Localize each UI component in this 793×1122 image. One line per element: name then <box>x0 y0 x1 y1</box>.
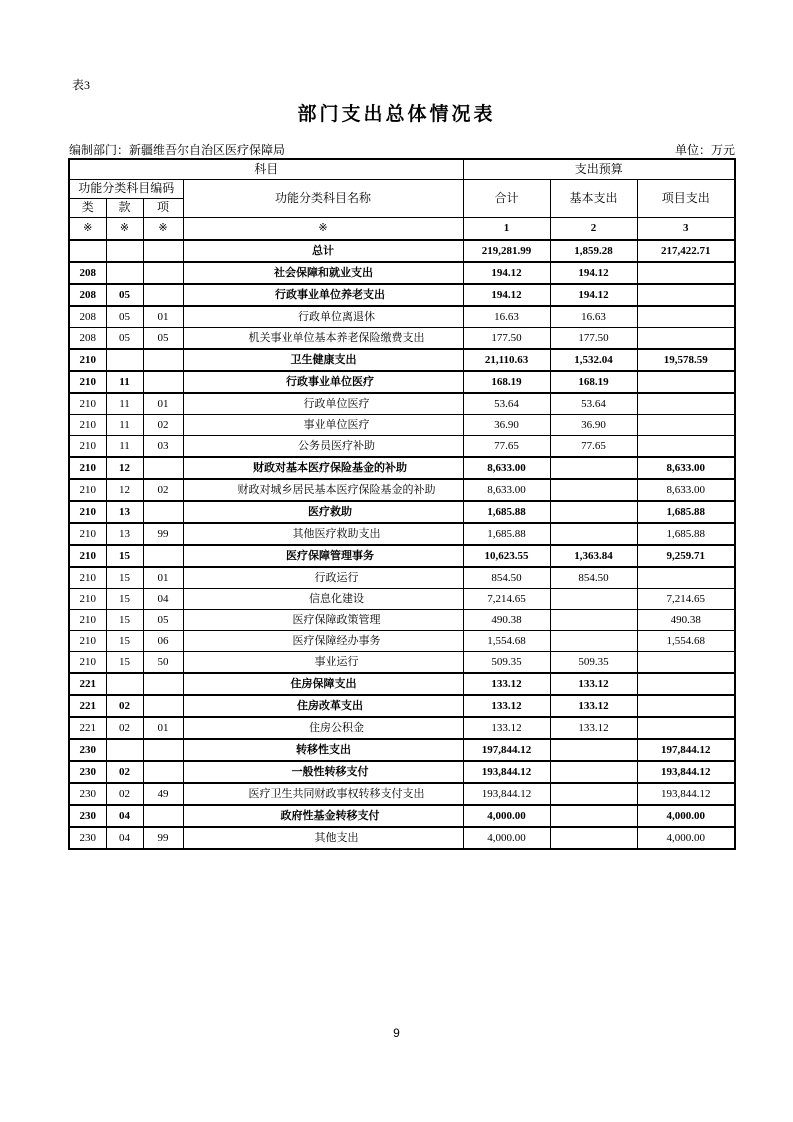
cell-project <box>637 328 735 350</box>
cell-item-code: 05 <box>143 610 183 631</box>
cell-class-code: 230 <box>69 761 106 783</box>
cell-class-code: 221 <box>69 695 106 717</box>
cell-basic <box>550 523 637 545</box>
cell-total: 194.12 <box>463 284 550 306</box>
cell-project <box>637 673 735 695</box>
cell-basic: 133.12 <box>550 673 637 695</box>
cell-total: 77.65 <box>463 436 550 458</box>
cell-total: 193,844.12 <box>463 783 550 805</box>
table-row <box>69 393 735 415</box>
cell-total: 4,000.00 <box>463 805 550 827</box>
cell-basic: 133.12 <box>550 695 637 717</box>
cell-total: 21,110.63 <box>463 349 550 371</box>
cell-item-code: 03 <box>143 436 183 458</box>
table-row <box>69 349 735 371</box>
cell-item-code: 04 <box>143 589 183 610</box>
header-row-marks <box>69 218 735 241</box>
cell-section-code <box>106 739 143 761</box>
table-row <box>69 262 735 284</box>
table-row <box>69 479 735 501</box>
table-row <box>69 589 735 610</box>
table-header <box>69 159 735 240</box>
mark-cell: ※ <box>183 218 463 241</box>
cell-subject-name: 公务员医疗补助 <box>183 436 463 458</box>
table-row <box>69 284 735 306</box>
cell-project: 193,844.12 <box>637 783 735 805</box>
cell-project <box>637 567 735 589</box>
cell-section-code: 05 <box>106 284 143 306</box>
cell-basic <box>550 501 637 523</box>
cell-subject-name: 总计 <box>183 240 463 262</box>
cell-subject-name: 医疗卫生共同财政事权转移支付支出 <box>183 783 463 805</box>
cell-subject-name: 机关事业单位基本养老保险缴费支出 <box>183 328 463 350</box>
table-row <box>69 457 735 479</box>
unit-label: 单位：万元 <box>674 143 735 157</box>
cell-item-code: 01 <box>143 306 183 328</box>
cell-item-code <box>143 805 183 827</box>
cell-project: 193,844.12 <box>637 761 735 783</box>
header-project: 项目支出 <box>637 180 735 218</box>
table-label: 表3 <box>72 78 91 92</box>
expenditure-table <box>68 158 736 850</box>
cell-class-code: 208 <box>69 284 106 306</box>
cell-item-code: 05 <box>143 328 183 350</box>
cell-section-code: 02 <box>106 761 143 783</box>
cell-item-code <box>143 349 183 371</box>
header-row-code-group <box>69 180 735 199</box>
table-row <box>69 306 735 328</box>
cell-class-code: 230 <box>69 739 106 761</box>
cell-basic: 854.50 <box>550 567 637 589</box>
table-row <box>69 545 735 567</box>
cell-subject-name: 医疗保障管理事务 <box>183 545 463 567</box>
cell-section-code: 02 <box>106 783 143 805</box>
cell-class-code: 210 <box>69 415 106 436</box>
cell-basic <box>550 827 637 849</box>
cell-total: 36.90 <box>463 415 550 436</box>
cell-class-code: 210 <box>69 349 106 371</box>
cell-class-code: 210 <box>69 436 106 458</box>
cell-total: 133.12 <box>463 695 550 717</box>
cell-subject-name: 住房改革支出 <box>183 695 463 717</box>
cell-item-code <box>143 545 183 567</box>
cell-section-code: 12 <box>106 457 143 479</box>
column-number-cell: 3 <box>637 218 735 241</box>
cell-project: 8,633.00 <box>637 479 735 501</box>
cell-total: 133.12 <box>463 673 550 695</box>
cell-item-code <box>143 695 183 717</box>
cell-subject-name: 政府性基金转移支付 <box>183 805 463 827</box>
cell-total: 219,281.99 <box>463 240 550 262</box>
cell-project: 19,578.59 <box>637 349 735 371</box>
header-subject-name: 功能分类科目名称 <box>183 180 463 218</box>
cell-project: 1,554.68 <box>637 631 735 652</box>
cell-total: 10,623.55 <box>463 545 550 567</box>
header-basic: 基本支出 <box>550 180 637 218</box>
cell-basic <box>550 783 637 805</box>
cell-total: 193,844.12 <box>463 761 550 783</box>
cell-section-code: 15 <box>106 567 143 589</box>
cell-project <box>637 284 735 306</box>
cell-subject-name: 医疗保障经办事务 <box>183 631 463 652</box>
cell-total: 1,554.68 <box>463 631 550 652</box>
table-row <box>69 610 735 631</box>
cell-basic <box>550 761 637 783</box>
cell-total: 4,000.00 <box>463 827 550 849</box>
cell-total: 854.50 <box>463 567 550 589</box>
table-row <box>69 436 735 458</box>
cell-basic <box>550 805 637 827</box>
prepared-by-label: 编制部门：新疆维吾尔自治区医疗保障局 <box>69 143 286 157</box>
header-total: 合计 <box>463 180 550 218</box>
table-row <box>69 739 735 761</box>
table-row <box>69 805 735 827</box>
header-code-class: 类 <box>69 199 106 218</box>
cell-subject-name: 行政单位医疗 <box>183 393 463 415</box>
cell-basic <box>550 631 637 652</box>
table-row <box>69 523 735 545</box>
cell-subject-name: 行政运行 <box>183 567 463 589</box>
cell-section-code: 04 <box>106 827 143 849</box>
cell-section-code <box>106 262 143 284</box>
table-row <box>69 631 735 652</box>
cell-item-code <box>143 284 183 306</box>
cell-item-code: 01 <box>143 393 183 415</box>
cell-total: 509.35 <box>463 652 550 674</box>
table-row <box>69 371 735 393</box>
cell-section-code: 13 <box>106 523 143 545</box>
cell-item-code: 02 <box>143 479 183 501</box>
cell-project <box>637 371 735 393</box>
header-budget-group: 支出预算 <box>463 159 735 180</box>
cell-basic: 36.90 <box>550 415 637 436</box>
cell-total: 168.19 <box>463 371 550 393</box>
cell-class-code <box>69 240 106 262</box>
cell-class-code: 230 <box>69 827 106 849</box>
cell-item-code <box>143 457 183 479</box>
cell-total: 1,685.88 <box>463 501 550 523</box>
cell-item-code <box>143 262 183 284</box>
cell-subject-name: 其他医疗救助支出 <box>183 523 463 545</box>
mark-cell: ※ <box>69 218 106 241</box>
cell-item-code: 02 <box>143 415 183 436</box>
header-code-item: 项 <box>143 199 183 218</box>
table-row <box>69 567 735 589</box>
cell-basic: 16.63 <box>550 306 637 328</box>
cell-section-code <box>106 673 143 695</box>
cell-section-code <box>106 349 143 371</box>
cell-class-code: 208 <box>69 306 106 328</box>
cell-item-code <box>143 673 183 695</box>
cell-basic <box>550 457 637 479</box>
cell-class-code: 208 <box>69 262 106 284</box>
cell-project: 490.38 <box>637 610 735 631</box>
cell-subject-name: 信息化建设 <box>183 589 463 610</box>
cell-total: 16.63 <box>463 306 550 328</box>
cell-section-code: 11 <box>106 415 143 436</box>
cell-item-code: 99 <box>143 523 183 545</box>
cell-section-code: 15 <box>106 589 143 610</box>
cell-total: 194.12 <box>463 262 550 284</box>
cell-item-code: 99 <box>143 827 183 849</box>
table-row <box>69 501 735 523</box>
cell-subject-name: 转移性支出 <box>183 739 463 761</box>
cell-total: 7,214.65 <box>463 589 550 610</box>
cell-class-code: 208 <box>69 328 106 350</box>
cell-subject-name: 财政对城乡居民基本医疗保险基金的补助 <box>183 479 463 501</box>
cell-section-code: 02 <box>106 717 143 739</box>
column-number-cell: 2 <box>550 218 637 241</box>
cell-basic: 509.35 <box>550 652 637 674</box>
cell-subject-name: 社会保障和就业支出 <box>183 262 463 284</box>
table-row <box>69 415 735 436</box>
mark-cell: ※ <box>143 218 183 241</box>
cell-section-code: 04 <box>106 805 143 827</box>
cell-item-code: 49 <box>143 783 183 805</box>
cell-class-code: 210 <box>69 589 106 610</box>
cell-subject-name: 行政单位离退休 <box>183 306 463 328</box>
header-row-groups <box>69 159 735 180</box>
cell-subject-name: 医疗救助 <box>183 501 463 523</box>
cell-project: 7,214.65 <box>637 589 735 610</box>
cell-total: 8,633.00 <box>463 457 550 479</box>
cell-class-code: 230 <box>69 805 106 827</box>
page-number: 9 <box>393 1026 400 1040</box>
cell-section-code: 15 <box>106 610 143 631</box>
cell-class-code: 210 <box>69 523 106 545</box>
cell-section-code: 05 <box>106 306 143 328</box>
cell-total: 133.12 <box>463 717 550 739</box>
cell-basic: 1,363.84 <box>550 545 637 567</box>
cell-subject-name: 卫生健康支出 <box>183 349 463 371</box>
cell-item-code: 01 <box>143 567 183 589</box>
table-row <box>69 695 735 717</box>
cell-project <box>637 262 735 284</box>
table-row <box>69 673 735 695</box>
cell-section-code <box>106 240 143 262</box>
cell-class-code: 230 <box>69 783 106 805</box>
cell-project: 197,844.12 <box>637 739 735 761</box>
cell-class-code: 210 <box>69 501 106 523</box>
cell-class-code: 210 <box>69 371 106 393</box>
cell-section-code: 15 <box>106 652 143 674</box>
table-body <box>69 240 735 849</box>
cell-project: 4,000.00 <box>637 827 735 849</box>
cell-section-code: 13 <box>106 501 143 523</box>
cell-total: 490.38 <box>463 610 550 631</box>
table-row <box>69 761 735 783</box>
cell-subject-name: 财政对基本医疗保险基金的补助 <box>183 457 463 479</box>
cell-class-code: 210 <box>69 393 106 415</box>
cell-item-code: 06 <box>143 631 183 652</box>
cell-basic: 133.12 <box>550 717 637 739</box>
cell-section-code: 02 <box>106 695 143 717</box>
cell-item-code <box>143 371 183 393</box>
cell-subject-name: 住房公积金 <box>183 717 463 739</box>
header-subject-group: 科目 <box>69 159 463 180</box>
cell-section-code: 11 <box>106 393 143 415</box>
cell-class-code: 210 <box>69 652 106 674</box>
cell-item-code <box>143 240 183 262</box>
cell-section-code: 05 <box>106 328 143 350</box>
cell-item-code: 01 <box>143 717 183 739</box>
cell-basic <box>550 610 637 631</box>
cell-basic: 1,859.28 <box>550 240 637 262</box>
cell-subject-name: 行政事业单位医疗 <box>183 371 463 393</box>
cell-subject-name: 住房保障支出 <box>183 673 463 695</box>
table-row <box>69 240 735 262</box>
mark-cell: ※ <box>106 218 143 241</box>
cell-project <box>637 717 735 739</box>
cell-project: 1,685.88 <box>637 523 735 545</box>
cell-project <box>637 306 735 328</box>
cell-basic: 77.65 <box>550 436 637 458</box>
cell-total: 8,633.00 <box>463 479 550 501</box>
table-row <box>69 783 735 805</box>
cell-class-code: 221 <box>69 673 106 695</box>
cell-item-code: 50 <box>143 652 183 674</box>
cell-basic: 1,532.04 <box>550 349 637 371</box>
cell-section-code: 11 <box>106 371 143 393</box>
header-code-group: 功能分类科目编码 <box>69 180 183 199</box>
table-row <box>69 652 735 674</box>
page-title: 部门支出总体情况表 <box>297 104 496 125</box>
cell-class-code: 210 <box>69 545 106 567</box>
cell-class-code: 221 <box>69 717 106 739</box>
cell-class-code: 210 <box>69 457 106 479</box>
cell-item-code <box>143 761 183 783</box>
cell-project <box>637 415 735 436</box>
cell-project: 9,259.71 <box>637 545 735 567</box>
cell-project: 8,633.00 <box>637 457 735 479</box>
cell-basic: 194.12 <box>550 262 637 284</box>
cell-project: 4,000.00 <box>637 805 735 827</box>
cell-section-code: 15 <box>106 545 143 567</box>
cell-item-code <box>143 501 183 523</box>
cell-subject-name: 事业运行 <box>183 652 463 674</box>
table-row <box>69 717 735 739</box>
cell-project <box>637 393 735 415</box>
cell-class-code: 210 <box>69 567 106 589</box>
cell-basic <box>550 739 637 761</box>
cell-total: 197,844.12 <box>463 739 550 761</box>
cell-basic: 194.12 <box>550 284 637 306</box>
cell-project <box>637 652 735 674</box>
cell-project: 1,685.88 <box>637 501 735 523</box>
cell-total: 177.50 <box>463 328 550 350</box>
cell-class-code: 210 <box>69 610 106 631</box>
cell-section-code: 11 <box>106 436 143 458</box>
cell-total: 53.64 <box>463 393 550 415</box>
cell-class-code: 210 <box>69 479 106 501</box>
cell-basic: 177.50 <box>550 328 637 350</box>
cell-item-code <box>143 739 183 761</box>
cell-project <box>637 436 735 458</box>
cell-basic: 53.64 <box>550 393 637 415</box>
cell-project <box>637 695 735 717</box>
cell-subject-name: 行政事业单位养老支出 <box>183 284 463 306</box>
cell-class-code: 210 <box>69 631 106 652</box>
cell-section-code: 15 <box>106 631 143 652</box>
cell-total: 1,685.88 <box>463 523 550 545</box>
meta-row <box>69 141 735 158</box>
cell-basic <box>550 589 637 610</box>
column-number-cell: 1 <box>463 218 550 241</box>
cell-project: 217,422.71 <box>637 240 735 262</box>
cell-section-code: 12 <box>106 479 143 501</box>
cell-subject-name: 一般性转移支付 <box>183 761 463 783</box>
header-code-section: 款 <box>106 199 143 218</box>
table-row <box>69 328 735 350</box>
cell-subject-name: 医疗保障政策管理 <box>183 610 463 631</box>
cell-subject-name: 事业单位医疗 <box>183 415 463 436</box>
cell-basic: 168.19 <box>550 371 637 393</box>
cell-basic <box>550 479 637 501</box>
cell-subject-name: 其他支出 <box>183 827 463 849</box>
table-row <box>69 827 735 849</box>
